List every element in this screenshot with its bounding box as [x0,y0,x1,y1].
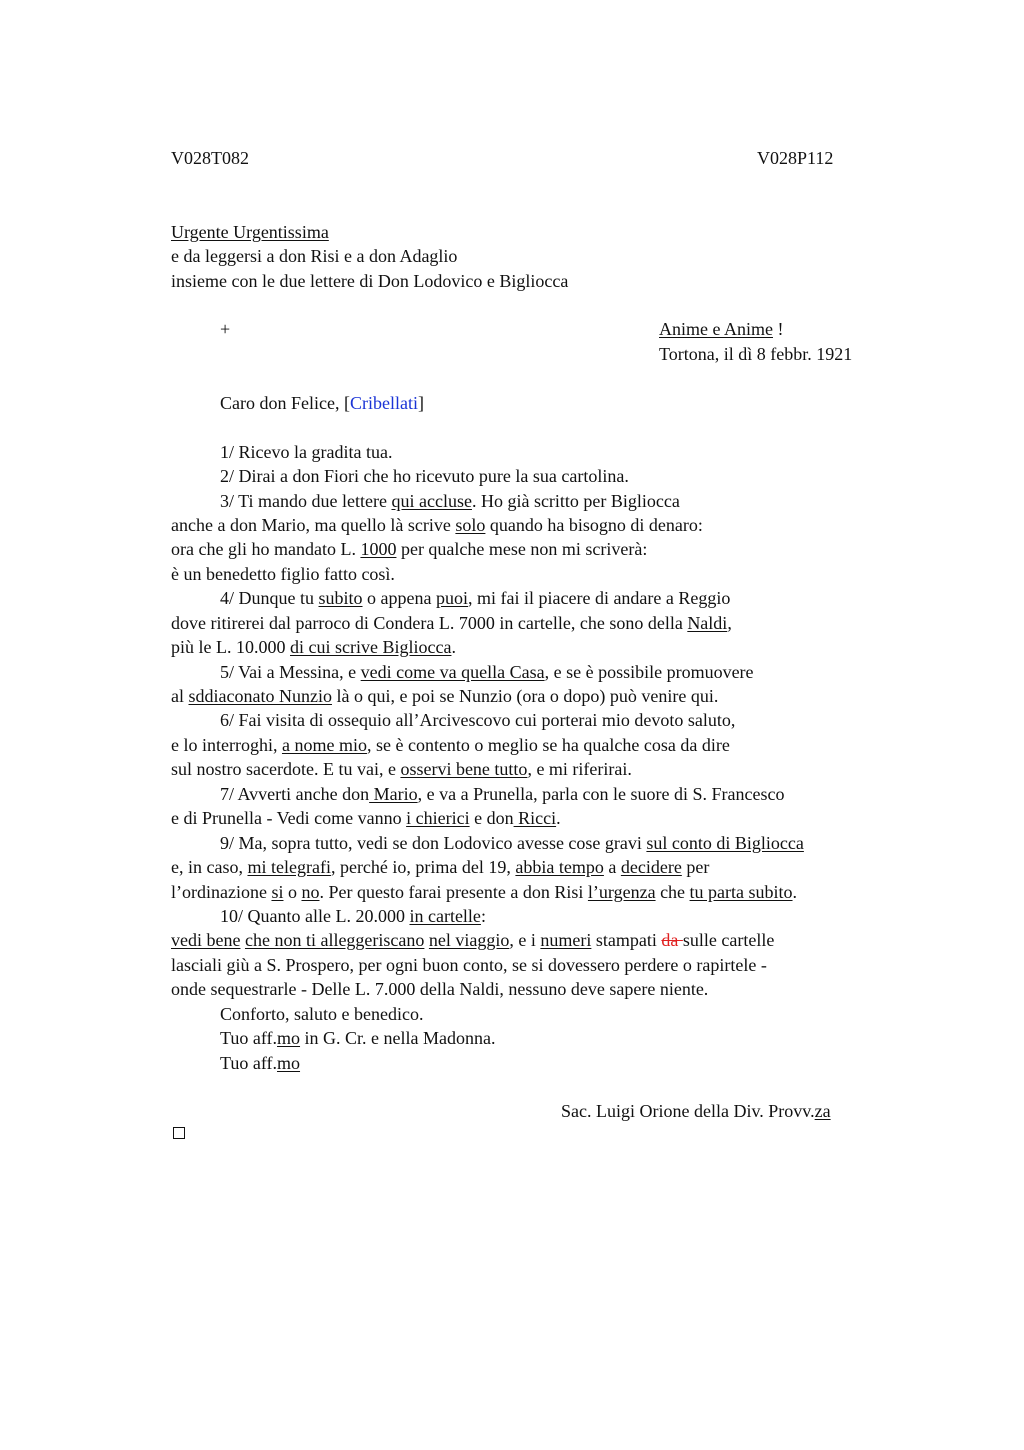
closing-line: Tuo aff.mo [220,1053,301,1073]
body-line: 6/ Fai visita di ossequio all’Arcivescovo cui porterai mio devoto saluto, [220,710,736,730]
end-square-icon [173,1127,185,1139]
preface-urgent: Urgente Urgentissima [171,222,329,242]
document-code-left: V028T082 [171,148,249,168]
body-line: anche a don Mario, ma quello là scrive solo quando ha bisogno di denaro: [171,515,703,535]
body-line: 10/ Quanto alle L. 20.000 in cartelle: [220,906,486,926]
body-line: e lo interroghi, a nome mio, se è contento o meglio se ha qualche cosa da dire [171,735,730,755]
body-line: 1/ Ricevo la gradita tua. [220,442,393,462]
salutation: Caro don Felice, [Cribellati] [220,393,424,413]
motto: Anime e Anime ! [659,319,784,339]
closing-line: Conforto, saluto e benedico. [220,1004,424,1024]
body-line: onde sequestrarle - Delle L. 7.000 della Naldi, nessuno deve sapere niente. [171,979,709,999]
body-line: lasciali giù a S. Prospero, per ogni buon conto, se si dovessero perdere o rapirtele - [171,955,767,975]
body-line: l’ordinazione si o no. Per questo farai presente a don Risi l’urgenza che tu parta subito. [171,882,798,902]
closing-line: Tuo aff.mo in G. Cr. e nella Madonna. [220,1028,496,1048]
body-line: è un benedetto figlio fatto così. [171,564,395,584]
body-line: sul nostro sacerdote. E tu vai, e osservi bene tutto, e mi riferirai. [171,759,632,779]
body-line: 2/ Dirai a don Fiori che ho ricevuto pure la sua cartolina. [220,466,629,486]
cross-mark: + [220,319,231,339]
body-line: dove ritirerei dal parroco di Condera L. 7000 in cartelle, che sono della Naldi, [171,613,732,633]
body-line: e, in caso, mi telegrafi, perché io, prima del 19, abbia tempo a decidere per [171,857,710,877]
struck-word: da [661,930,683,950]
body-line: più le L. 10.000 di cui scrive Bigliocca. [171,637,456,657]
body-line: al sddiaconato Nunzio là o qui, e poi se Nunzio (ora o dopo) può venire qui. [171,686,719,706]
preface-line: e da leggersi a don Risi e a don Adaglio [171,246,458,266]
body-line: vedi bene che non ti alleggeriscano nel viaggio, e i numeri stampati da sulle cartelle [171,930,775,950]
body-line: e di Prunella - Vedi come vanno i chierici e don Ricci. [171,808,561,828]
recipient-name: Cribellati [349,393,418,413]
body-line: 7/ Avverti anche don Mario, e va a Prunella, parla con le suore di S. Francesco [220,784,785,804]
body-line: 4/ Dunque tu subito o appena puoi, mi fai il piacere di andare a Reggio [220,588,731,608]
signature: Sac. Luigi Orione della Div. Provv.za [561,1101,831,1121]
body-line: ora che gli ho mandato L. 1000 per qualche mese non mi scriverà: [171,539,648,559]
place-date: Tortona, il dì 8 febbr. 1921 [659,344,853,364]
body-line: 9/ Ma, sopra tutto, vedi se don Lodovico avesse cose gravi sul conto di Bigliocca [220,833,804,853]
body-line: 5/ Vai a Messina, e vedi come va quella Casa, e se è possibile promuovere [220,662,754,682]
preface-line: insieme con le due lettere di Don Lodovico e Bigliocca [171,271,569,291]
body-line: 3/ Ti mando due lettere qui accluse. Ho già scritto per Bigliocca [220,491,680,511]
document-code-right: V028P112 [757,148,834,168]
